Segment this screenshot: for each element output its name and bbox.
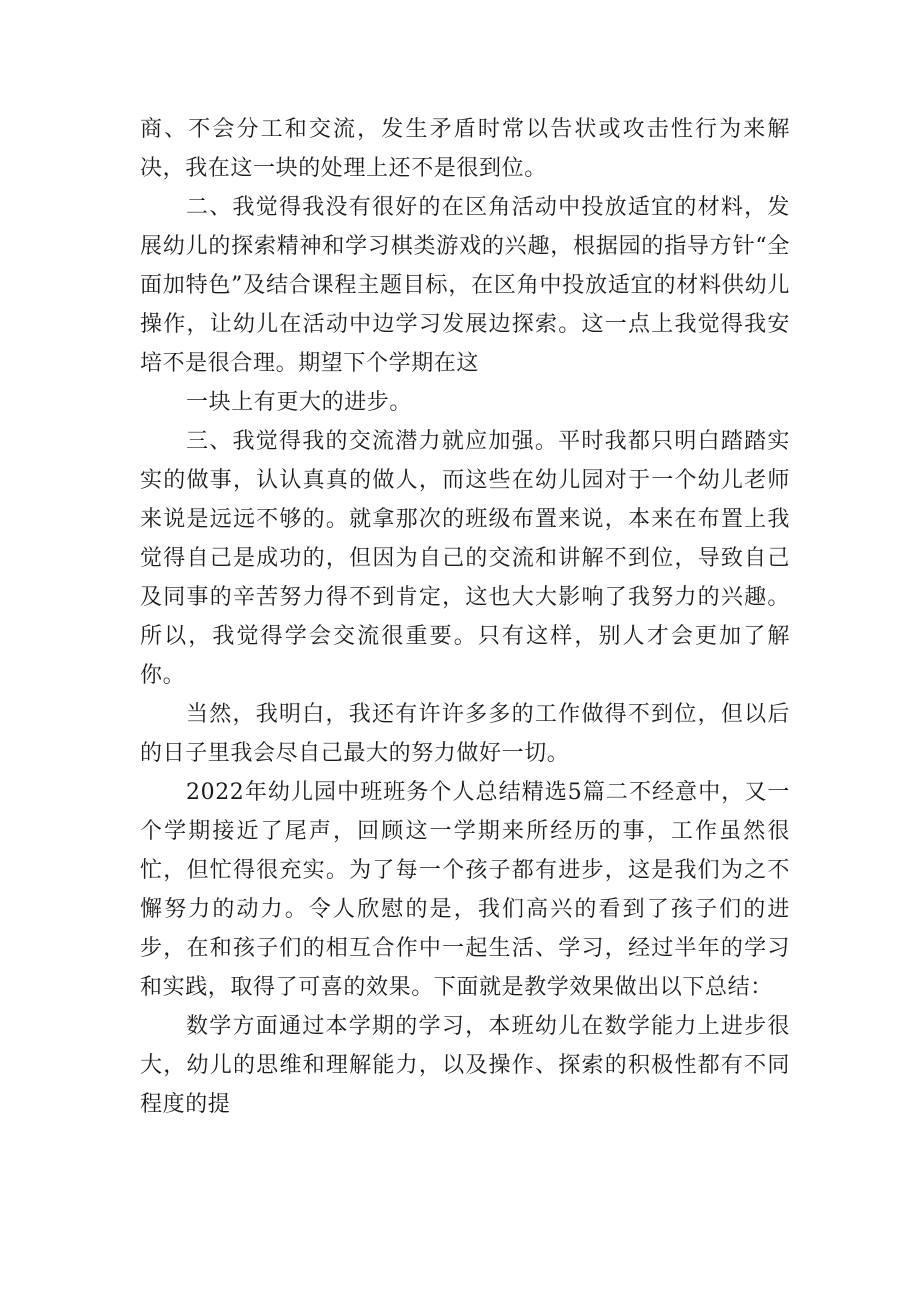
document-body (140, 110, 790, 1124)
paragraph-conclusion: 当然，我明白，我还有许许多多的工作做得不到位，但以后的日子里我会尽自己最大的努力做好一切。 (140, 702, 790, 766)
paragraph-point-three: 三、我觉得我的交流潜力就应加强。平时我都只明白踏踏实实的做事，认认真真的做人，而这些在幼儿园对于一个幼儿老师来说是远远不够的。就拿那次的班级布置来说，本来在布置上我觉得自己是成功的，但因为自己的交流和讲解不到位，导致自己及同事的辛苦努力得不到肯定，这也大大影响了我努力的兴趣。所以，我觉得学会交流很重要。只有这样，别人才会更加了解你。 (140, 429, 790, 688)
paragraph-math: 数学方面通过本学期的学习，本班幼儿在数学能力上进步很大，幼儿的思维和理解能力，以及操作、探索的积极性都有不同程度的提 (140, 1014, 790, 1117)
paragraph-point-two: 二、我觉得我没有很好的在区角活动中投放适宜的材料，发展幼儿的探索精神和学习棋类游戏的兴趣，根据园的指导方针“全面加特色”及结合课程主题目标，在区角中投放适宜的材料供幼儿操作，让幼儿在活动中边学习发展边探索。这一点上我觉得我安培不是很合理。期望下个学期在这 (140, 195, 790, 376)
paragraph-point-two-end: 一块上有更大的进步。 (186, 390, 413, 415)
paragraph-summary-two: 2022年幼儿园中班班务个人总结精选5篇二不经意中，又一个学期接近了尾声，回顾这一学期来所经历的事，工作虽然很忙，但忙得很充实。为了每一个孩子都有进步，这是我们为之不懈努力的动力。令人欣慰的是，我们高兴的看到了孩子们的进步，在和孩子们的相互合作中一起生活、学习，经过半年的学习和实践，取得了可喜的效果。下面就是教学效果做出以下总结： (140, 780, 790, 1000)
paragraph-continuation: 商、不会分工和交流，发生矛盾时常以告状或攻击性行为来解决，我在这一块的处理上还不是很到位。 (140, 117, 790, 181)
